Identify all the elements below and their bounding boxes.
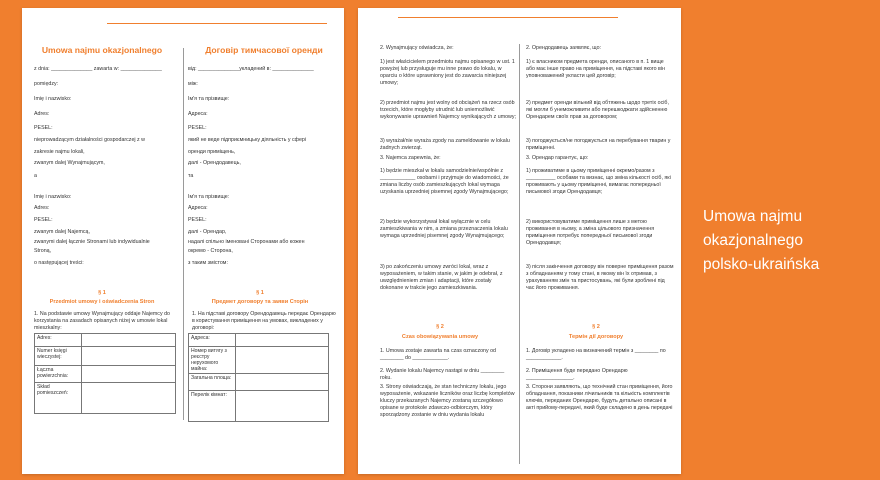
table-value (236, 347, 329, 374)
column-divider (183, 48, 184, 420)
clause: 3) po zakończeniu umowy zwróci lokal, wraz z wyposażeniem, w takim stanie, w jakim je odebrał, z uwzględnieniem zmian i adaptacji, które zostały dokonane w trakcie jego zamieszkiwania. (380, 264, 503, 291)
table-row (189, 347, 329, 374)
clause: 3) після закінчення договору він поверне приміщення разом з обладнанням у тому стані, в якому він їх отримав, з урахуванням змін та пристосувань, які були зроблені під час його проживання. (526, 264, 674, 291)
party-line: zwanym dalej Wynajmującym, (34, 160, 105, 166)
table-row (189, 374, 329, 391)
clause: 2) предмет оренди вільний від обтяжень щодо третіх осіб, які могли б унеможливити або перешкоджати здійсненню Орендарем своїх прав за договором; (526, 100, 669, 120)
party-line: a (34, 173, 37, 179)
clause: 3. Орендар гарантує, що: (526, 155, 589, 161)
party-line: z dnia: ______________ zawarta w: ______________ (34, 66, 162, 72)
table-value (82, 383, 176, 414)
table-label: Łączna powierzchnia: (35, 366, 82, 383)
table-row (35, 383, 176, 414)
table-label: Numer księgi wieczystej: (35, 347, 82, 366)
party-line: zakresie najmu lokali, (34, 149, 85, 155)
party-line: o następującej treści: (34, 260, 84, 266)
clause: 3. Najemca zapewnia, że: (380, 155, 441, 161)
side-caption-line: okazjonalnego (703, 232, 803, 249)
party-line: надалі спільно іменовані Сторонами або кожен (188, 239, 305, 245)
section-number: § 2 (436, 324, 444, 330)
party-line: PESEL: (34, 217, 53, 223)
clause: 3. Strony oświadczają, że stan techniczny lokalu, jego wyposażenie, wskazanie liczników oraz liczbę kompletów kluczy przekazanych Najemcy zostaną szczegółowo opisane w protokole zdawczo-odbiorczym, który sporządzony zostanie w dniu wydania lokalu (380, 384, 515, 418)
section-title: Предмет договору та заяви Сторін (211, 299, 309, 305)
section-title: Przedmiot umowy i oświadczenia Stron (49, 299, 155, 305)
party-line: Ім'я та прізвище: (188, 96, 230, 102)
property-table (34, 333, 176, 414)
clause: 1) jest właścicielem przedmiotu najmu opisanego w ust. 1 powyżej lub przysługuje mu inne prawo do lokalu, w oparciu o które uprawniony jest do zawarcia niniejszej umowy; (380, 59, 515, 86)
document-page-1 (22, 8, 344, 474)
table-value (236, 374, 329, 391)
party-line: Stroną, (34, 248, 52, 254)
clause: 3. Сторони заявляють, що технічний стан приміщення, його обладнання, показники лічильників та кількість комплектів ключів, переданих Орендарю, будуть детально описані в акті прийому-передачі, який буде складено в день передачі (526, 384, 673, 411)
party-line: nieprowadzącym działalności gospodarczej z w (34, 137, 145, 143)
clause: 1. Umowa zostaje zawarta na czas oznaczony od ________ do ____________. (380, 348, 497, 361)
party-line: Adres: (34, 111, 50, 117)
paragraph: 1. Na podstawie umowy Wynajmujący oddaje Najemcy do korzystania na zasadach opisanych niżej w umowie lokal mieszkalny: (34, 311, 170, 331)
clause: 2. Орендодавець заявляє, що: (526, 45, 602, 51)
ukrainian-title: Договір тимчасової оренди (205, 45, 323, 55)
clause: 3) wyrażał/nie wyraża zgody na zameldowanie w lokalu żadnych zwierząt. (380, 138, 510, 151)
clause: 1. Договір укладено на визначений термін з ________ по ____________. (526, 348, 666, 361)
table-label: Skład pomieszczeń: (35, 383, 82, 414)
clause: 1) będzie mieszkał w lokalu samodzielnie/wspólnie z ____________ osobami i przyjmuje do wiadomości, że zmiana liczby osób zamieszkujących lokal wymaga uzyskania uprzedniej pisemnej zgody Wynajmującego; (380, 168, 509, 195)
table-value (82, 334, 176, 347)
section-number: § 1 (98, 290, 106, 296)
clause: 1) є власником предмета оренди, описаного в п. 1 вище або має інше право на приміщення, на підставі якого він уповноважений укласти цей договір; (526, 59, 665, 79)
party-line: Ім'я та прізвище: (188, 194, 230, 200)
page-top-rule (107, 23, 327, 24)
party-line: PESEL: (34, 125, 53, 131)
party-line: Adres: (34, 205, 50, 211)
table-row (35, 334, 176, 347)
table-row (35, 366, 176, 383)
party-line: який не веде підприємницьку діяльність у сфері (188, 137, 307, 143)
party-line: Imię i nazwisko: (34, 96, 72, 102)
table-row (35, 347, 176, 366)
section-number: § 2 (592, 324, 600, 330)
party-line: від: ______________укладений в: ______________ (188, 66, 314, 72)
table-value (82, 366, 176, 383)
clause: 2) przedmiot najmu jest wolny od obciążeń na rzecz osób trzecich, które mogłyby utrudnić lub uniemożliwić wykonywanie uprawnień Najemcy wynikających z umowy; (380, 100, 517, 120)
party-line: далі - Орендар, (188, 229, 227, 235)
table-label: Перелік кімнат: (189, 391, 236, 422)
clause: 2. Wynajmujący oświadcza, że: (380, 45, 454, 51)
party-line: з таким змістом: (188, 260, 228, 266)
table-value (236, 334, 329, 347)
table-row (189, 334, 329, 347)
table-value (236, 391, 329, 422)
party-line: Imię i nazwisko: (34, 194, 72, 200)
party-line: та (188, 173, 194, 179)
table-row (189, 391, 329, 422)
party-line: PESEL: (188, 217, 207, 223)
party-line: між: (188, 81, 198, 87)
clause: 1) проживатиме в цьому приміщенні окремо/разом з __________ особами та визнає, що зміна кількості осіб, які проживають у цьому приміщенні, вимагає попередньої письмової згоди Орендодавця; (526, 168, 671, 195)
side-caption-line: Umowa najmu (703, 208, 803, 225)
page-top-rule (398, 17, 618, 18)
section-number: § 1 (256, 290, 264, 296)
table-label: Загальна площа: (189, 374, 236, 391)
paragraph: 1. На підставі договору Орендодавець передає Орендарю в користування приміщення на умовах, викладених у договорі: (192, 311, 336, 331)
table-label: Adres: (35, 334, 82, 347)
clause: 2) використовуватиме приміщення лише з метою проживання в ньому, а зміна цільового призначення приміщення потребує попередньої письмової згоди Орендодавця; (526, 219, 655, 246)
clause: 2. Wydanie lokalu Najemcy nastąpi w dniu ________ roku. (380, 368, 505, 381)
party-line: оренди приміщень, (188, 149, 236, 155)
party-line: pomiędzy: (34, 81, 59, 87)
section-title: Czas obowiązywania umowy (401, 334, 479, 340)
party-line: PESEL: (188, 125, 207, 131)
party-line: zwanymi dalej łącznie Stronami lub indywidualnie (34, 239, 150, 245)
party-line: Адреса: (188, 205, 208, 211)
side-caption (703, 205, 819, 277)
party-line: окремо - Сторона, (188, 248, 233, 254)
table-label: Номер витягу з реєстру нерухомого майна: (189, 347, 236, 374)
clause: 2. Приміщення буде передано Орендарю ________________. (526, 368, 628, 381)
party-line: zwanym dalej Najemcą, (34, 229, 90, 235)
table-label: Адреса: (189, 334, 236, 347)
party-line: далі - Орендодавець, (188, 160, 241, 166)
document-page-2 (358, 8, 681, 474)
party-line: Адреса: (188, 111, 208, 117)
side-caption-line: polsko-ukraińska (703, 256, 820, 273)
clause: 3) погоджується/не погоджується на перебування тварин у приміщенні. (526, 138, 671, 151)
clause: 2) będzie wykorzystywał lokal wyłącznie w celu zamieszkiwania w nim, a zmiana przeznaczenia lokalu wymaga uprzedniej pisemnej zgody Wynajmującego; (380, 219, 508, 239)
table-value (82, 347, 176, 366)
polish-title: Umowa najmu okazjonalnego (41, 45, 163, 55)
column-divider (519, 44, 520, 464)
section-title: Термін дії договору (568, 334, 624, 340)
property-table (188, 333, 329, 422)
